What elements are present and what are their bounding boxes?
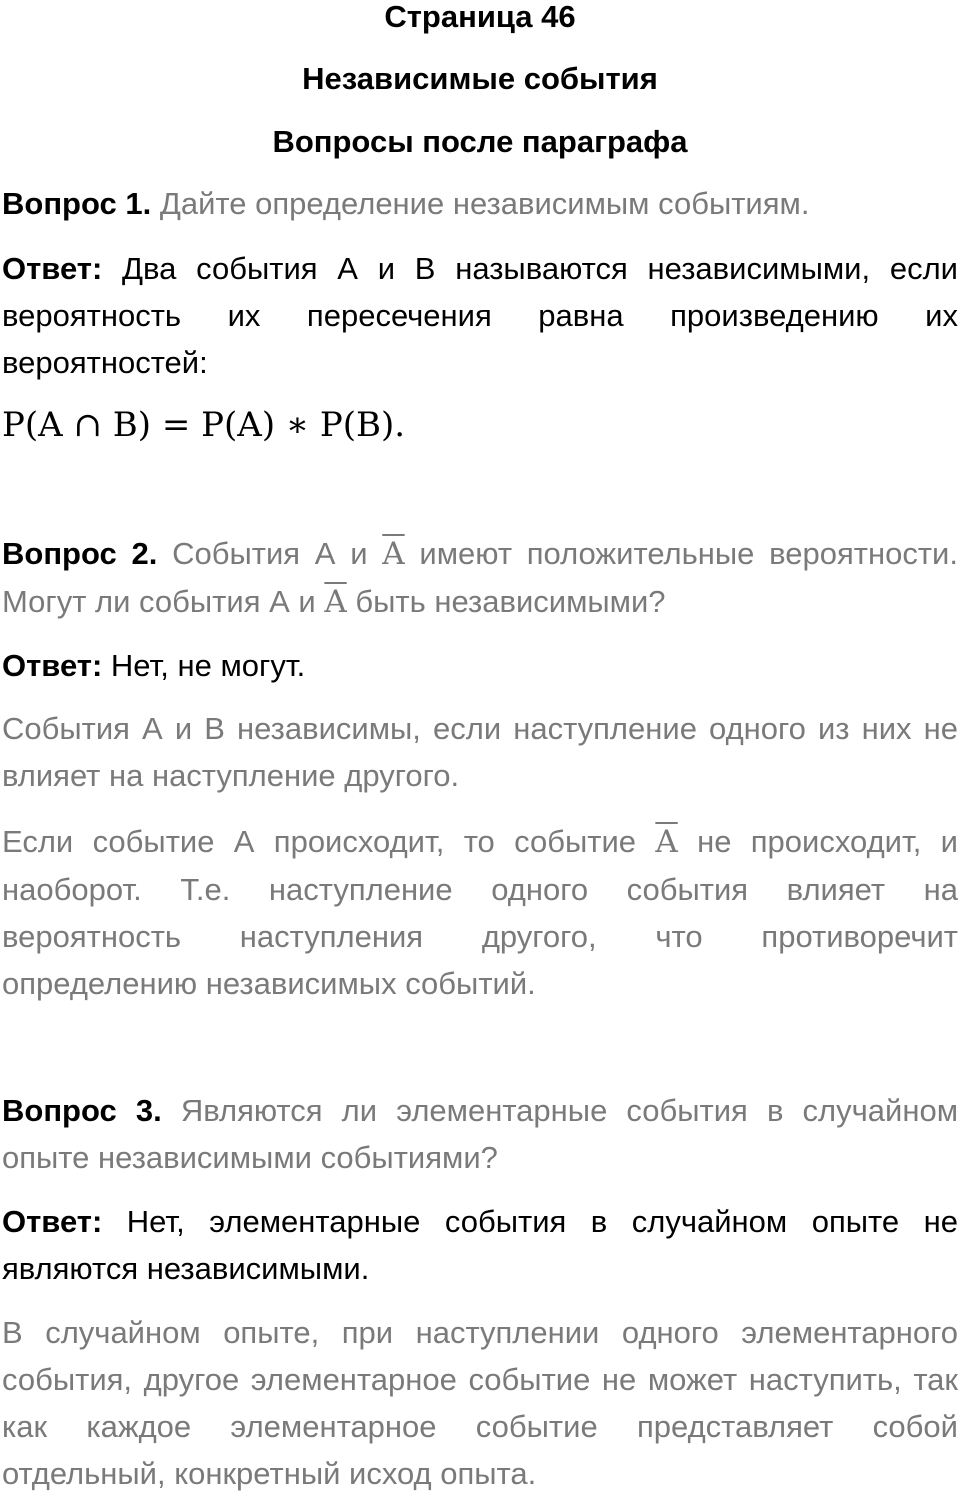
topic-title: Независимые события	[302, 61, 658, 96]
answer-1-label: Ответ:	[2, 251, 103, 286]
answer-2-label: Ответ:	[2, 648, 103, 683]
a-bar-symbol: $\overline{A}$	[655, 824, 678, 860]
section-subtitle: Вопросы после параграфа	[272, 124, 688, 159]
question-3-label: Вопрос 3.	[2, 1093, 162, 1128]
explanation-2b	[2, 818, 958, 1007]
explanation-3: В случайном опыте, при наступлении одного элементарного события, другое элементарное событие не может наступить, так как каждое элементарное событие представляет собой отдельный, конкретный исход опыта.	[2, 1315, 958, 1491]
question-3	[2, 1087, 958, 1181]
a-bar-symbol: $\overline{A}$	[382, 536, 405, 572]
a-bar-symbol: $\overline{A}$	[324, 584, 347, 620]
answer-3-text: Нет, элементарные события в случайном опыте не являются независимыми.	[2, 1204, 958, 1286]
question-2-text-part3: быть независимыми?	[355, 584, 666, 619]
explanation-2a: События А и В независимы, если наступление одного из них не влияет на наступление другого.	[2, 711, 958, 793]
question-1-text: Дайте определение независимым событиям.	[159, 186, 810, 221]
answer-3-label: Ответ:	[2, 1204, 103, 1239]
question-2	[2, 530, 958, 626]
page-title: Страница 46	[384, 0, 576, 34]
answer-2	[2, 642, 958, 689]
question-2-label: Вопрос 2.	[2, 536, 158, 571]
question-1	[2, 180, 958, 227]
question-2-text-part2: имеют положительные вероятности. Могут ли события А и	[2, 536, 958, 619]
explanation-2b-part2: не происходит, и наоборот. Т.е. наступление одного события влияет на вероятность наступления другого, что противоречит определению независимых событий.	[2, 824, 958, 1001]
question-3-text: Являются ли элементарные события в случайном опыте независимыми событиями?	[2, 1093, 959, 1175]
answer-1-text: Два события А и В называются независимыми, если вероятность их пересечения равна произведению их вероятностей:	[2, 251, 958, 380]
answer-3	[2, 1198, 958, 1292]
answer-2-text: Нет, не могут.	[110, 648, 306, 683]
answer-1	[2, 245, 958, 386]
explanation-2b-part1: Если событие А происходит, то событие	[2, 824, 636, 859]
formula-independence: P(A ∩ B) = P(A) ∗ P(B).	[2, 405, 406, 445]
question-2-text-part1: События А и	[172, 536, 368, 571]
question-1-label: Вопрос 1.	[2, 186, 152, 221]
